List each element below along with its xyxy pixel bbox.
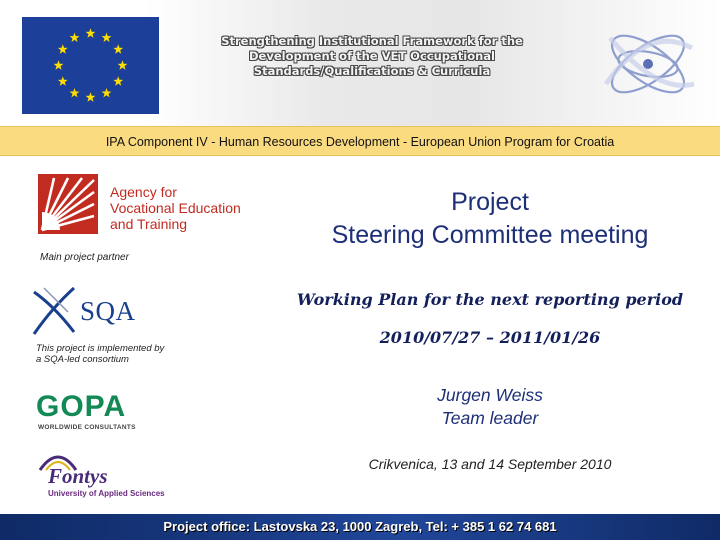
agency-name-line-3: and Training	[110, 216, 188, 232]
ipa-program-bar	[0, 126, 720, 156]
agency-name-line-1: Agency for	[110, 184, 177, 200]
eu-flag-icon	[22, 17, 159, 114]
agency-emblem-icon	[38, 174, 98, 234]
slide-subtitle	[260, 281, 720, 357]
header-title-line-3: Standards/Qualifications & Curricula	[253, 64, 491, 78]
gopa-wordmark: GOPA	[36, 390, 127, 423]
sqa-wordmark: SQA	[80, 296, 136, 326]
header-title-line-2: Development of the VET Occupational	[248, 49, 495, 63]
header-banner	[0, 0, 720, 126]
slide-title-line-1: Project	[451, 188, 529, 216]
slide-subtitle-line-2: 2010/07/27 – 2011/01/26	[379, 328, 601, 347]
speaker-block	[290, 384, 690, 430]
gopa-logo	[36, 390, 146, 434]
ipa-program-text: IPA Component IV - Human Resources Development - European Union Program for Croatia	[105, 135, 615, 149]
header-title-line-1: Strengthening Institutional Framework for the	[221, 34, 523, 48]
sqa-logo	[28, 282, 148, 340]
gopa-tagline: WORLDWIDE CONSULTANTS	[38, 424, 136, 431]
speaker-name: Jurgen Weiss	[437, 385, 543, 405]
slide-subtitle-line-1: Working Plan for the next reporting period	[296, 290, 684, 309]
agency-name	[110, 184, 241, 232]
speaker-role: Team leader	[441, 408, 539, 428]
fontys-wordmark: Fontys	[48, 464, 108, 488]
agency-logo	[38, 172, 260, 238]
agency-name-line-2: Vocational Education	[110, 200, 241, 216]
footer-bar	[0, 514, 720, 540]
fontys-tagline: University of Applied Sciences	[48, 489, 165, 498]
sqa-cross-icon	[28, 282, 80, 340]
fontys-logo	[34, 448, 194, 502]
slide-title-line-2: Steering Committee meeting	[331, 221, 649, 249]
meeting-location-date: Crikvenica, 13 and 14 September 2010	[368, 456, 612, 472]
swirl-logo-icon	[588, 14, 708, 114]
consortium-note-line-2: a SQA-led consortium	[36, 354, 129, 365]
header-title	[200, 34, 544, 79]
consortium-note	[36, 343, 196, 365]
consortium-note-line-1: This project is implemented by	[36, 343, 165, 354]
footer-contact: Project office: Lastovska 23, 1000 Zagreb, Tel: + 385 1 62 74 681	[163, 519, 557, 534]
main-partner-label: Main project partner	[40, 252, 129, 263]
slide-title	[270, 186, 710, 252]
